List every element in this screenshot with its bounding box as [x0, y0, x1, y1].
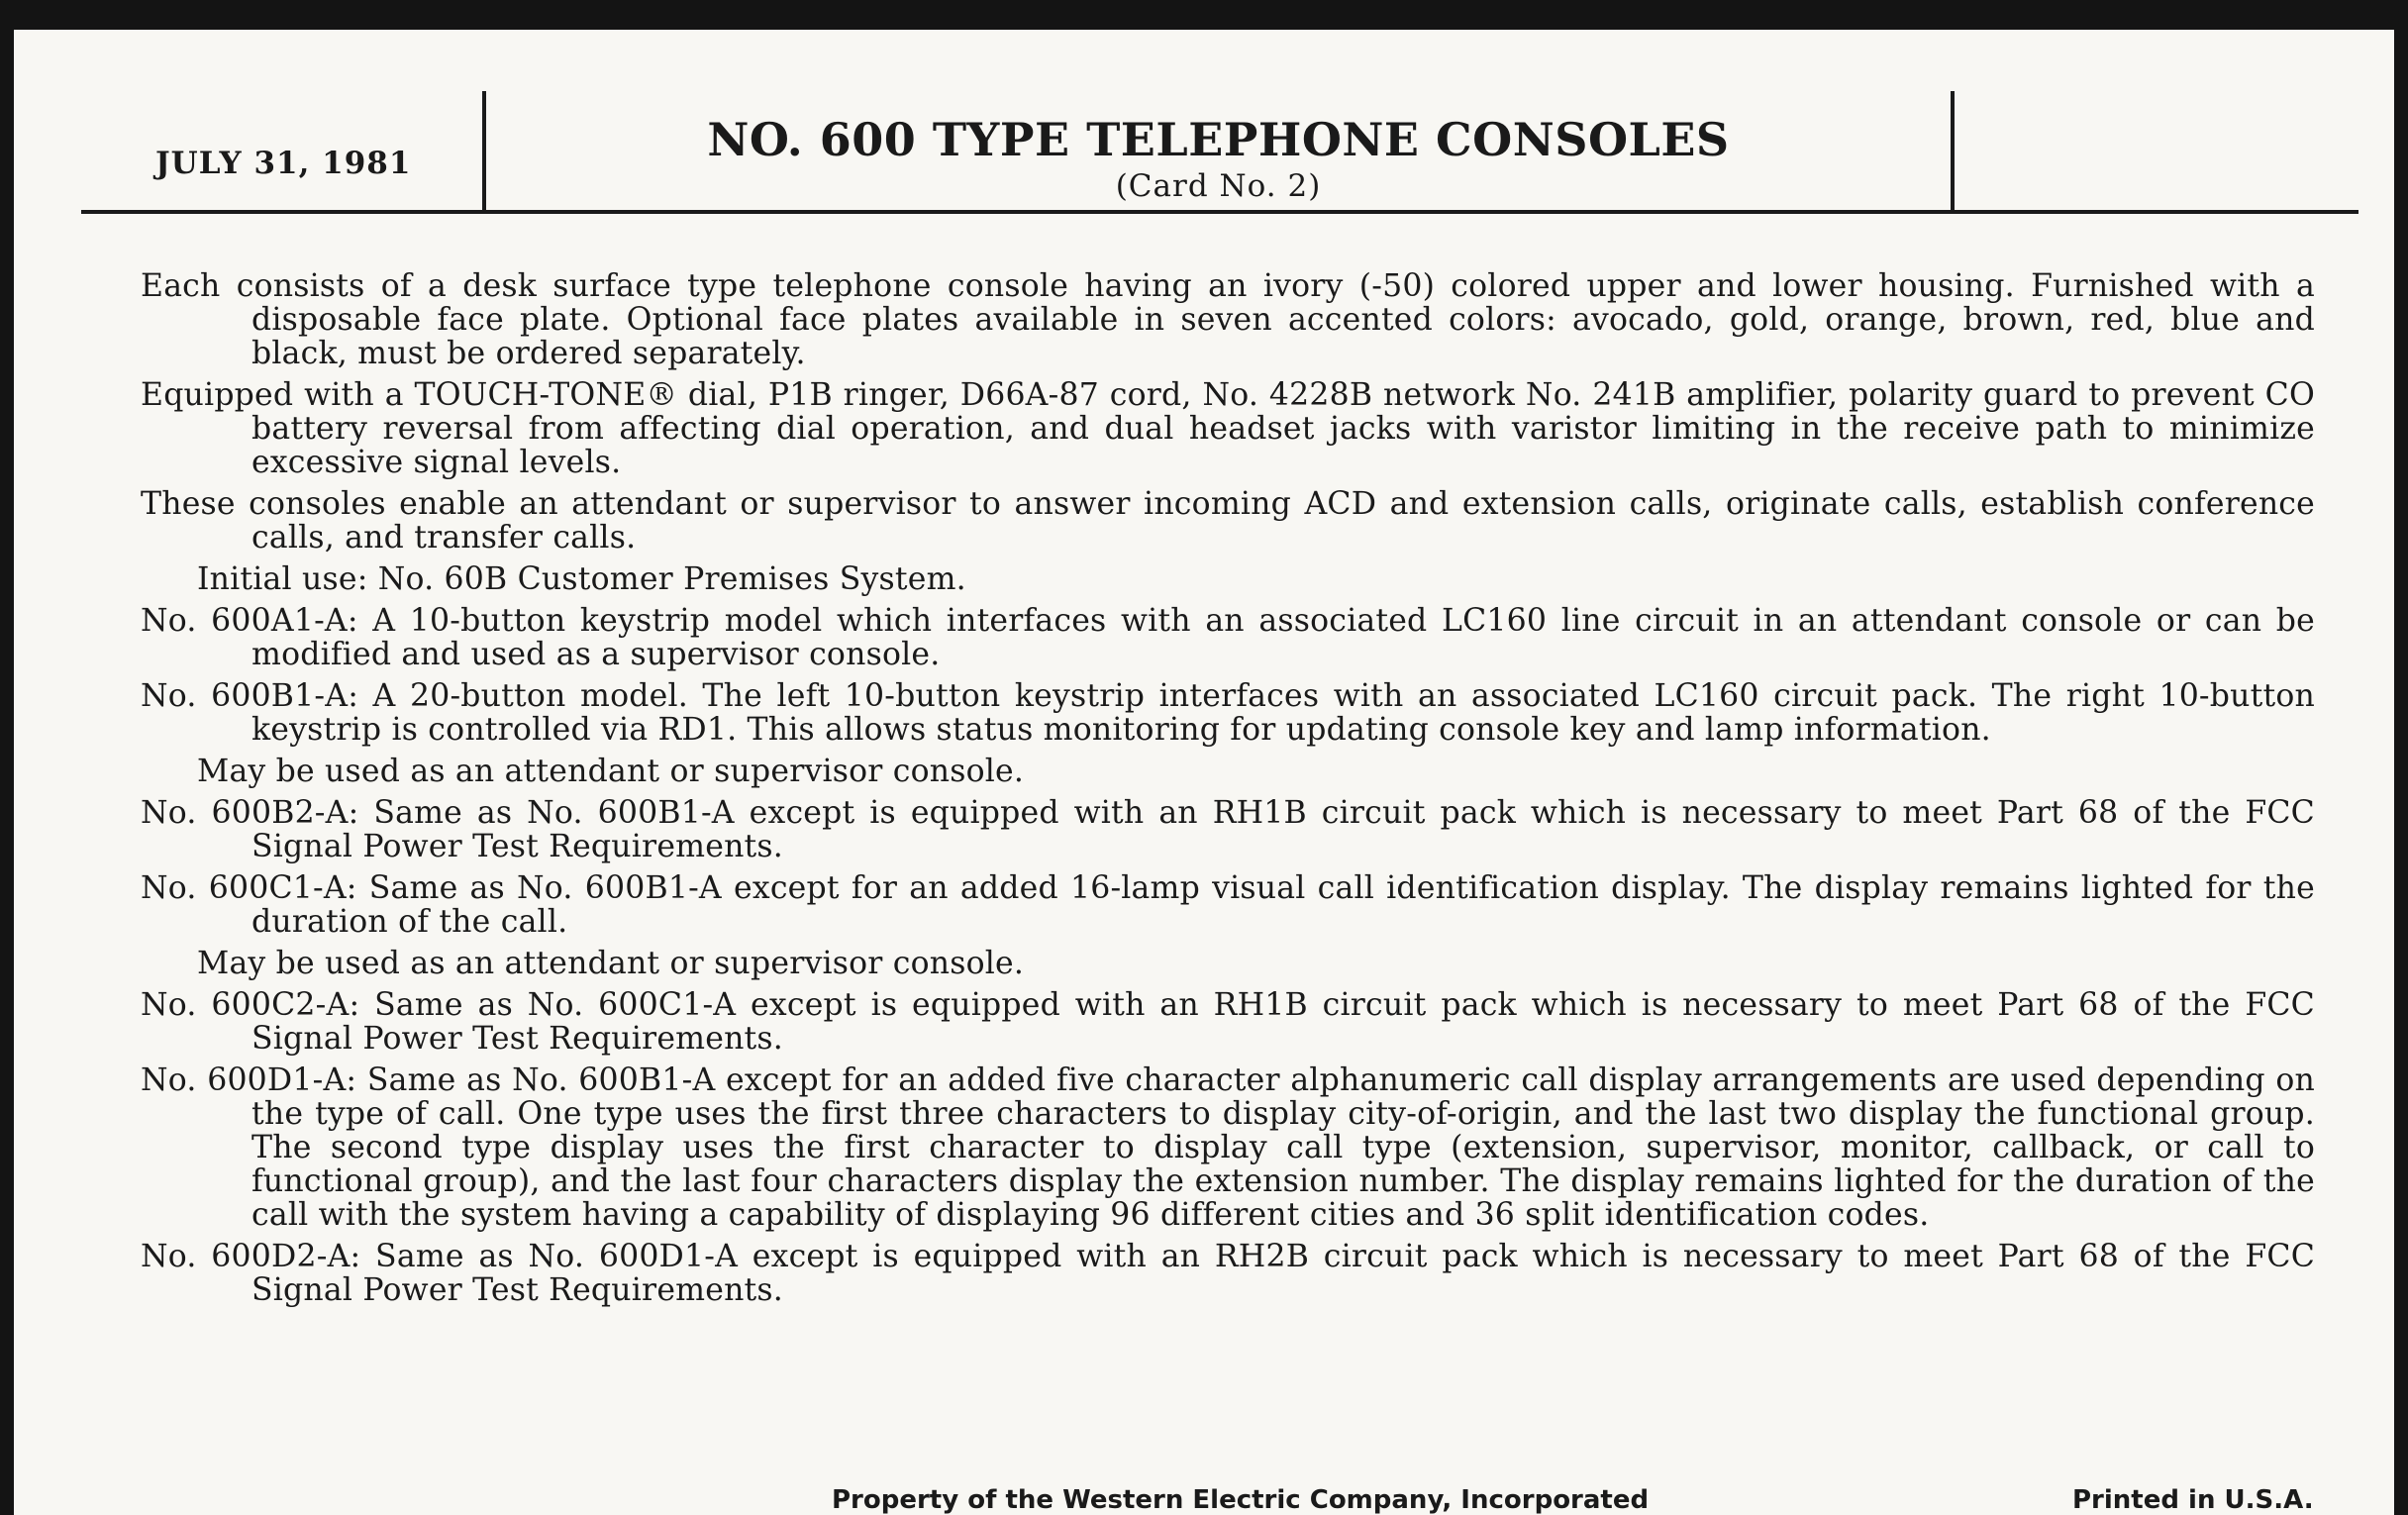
paragraph-600d2a: No. 600D2-A: Same as No. 600D1-A except is equipped with an RH2B circuit pack which is necessary to meet Part 68 of the FCC Signal Power Test Requirements.	[141, 1239, 2315, 1308]
paragraph-usage-note: May be used as an attendant or supervisor console.	[197, 946, 1025, 981]
paragraph-600b1a: No. 600B1-A: A 20-button model. The left 10-button keystrip interfaces with an associated LC160 circuit pack. The right 10-button keystrip is controlled via RD1. This allows status monitoring for updating console key and lamp information.	[141, 678, 2315, 748]
footer-printed: Printed in U.S.A.	[2072, 1485, 2314, 1515]
footer-property: Property of the Western Electric Company, Incorporated	[832, 1485, 1650, 1515]
paragraph-description: Each consists of a desk surface type telephone console having an ivory (-50) colored upper and lower housing. Furnished with a disposable face plate. Optional face plates available in seven accented colors: avocado, gold, orange, brown, red, blue and black, must be ordered separately.	[141, 268, 2315, 371]
paragraph-600b2a: No. 600B2-A: Same as No. 600B1-A except is equipped with an RH1B circuit pack which is necessary to meet Part 68 of the FCC Signal Power Test Requirements.	[141, 795, 2315, 864]
paragraph-function: These consoles enable an attendant or supervisor to answer incoming ACD and extension calls, originate calls, establish conference calls, and transfer calls.	[141, 486, 2315, 556]
card-title: NO. 600 TYPE TELEPHONE CONSOLES	[707, 113, 1730, 166]
paragraph-600a1a: No. 600A1-A: A 10-button keystrip model which interfaces with an associated LC160 line circuit in an attendant console or can be modified and used as a supervisor console.	[141, 603, 2315, 672]
paragraph-equipment: Equipped with a TOUCH-TONE® dial, P1B ringer, D66A-87 cord, No. 4228B network No. 241B amplifier, polarity guard to prevent CO battery reversal from affecting dial operation, and dual headset jacks with varistor limiting in the receive path to minimize excessive signal levels.	[141, 377, 2315, 480]
card-subtitle: (Card No. 2)	[1115, 168, 1322, 204]
header-divider-right	[1951, 91, 1955, 212]
paragraph-usage-note: May be used as an attendant or supervisor console.	[197, 754, 1025, 789]
paragraph-600c1a: No. 600C1-A: Same as No. 600B1-A except for an added 16-lamp visual call identification display. The display remains lighted for the duration of the call.	[141, 870, 2315, 940]
paragraph-600d1a: No. 600D1-A: Same as No. 600B1-A except for an added five character alphanumeric call display arrangements are used depending on the type of call. One type uses the first three characters to display city-of-origin, and the last two display the functional group. The second type display uses the first character to display call type (extension, supervisor, monitor, callback, or call to functional group), and the last four characters display the extension number. The display remains lighted for the duration of the call with the system having a capability of displaying 96 different cities and 36 split identification codes.	[141, 1062, 2315, 1233]
card-body	[141, 269, 2315, 1315]
paragraph-600c2a: No. 600C2-A: Same as No. 600C1-A except is equipped with an RH1B circuit pack which is necessary to meet Part 68 of the FCC Signal Power Test Requirements.	[141, 987, 2315, 1057]
card-date: JULY 31, 1981	[155, 146, 412, 181]
card-header	[81, 61, 2358, 214]
paragraph-initial-use: Initial use: No. 60B Customer Premises System.	[197, 561, 966, 597]
